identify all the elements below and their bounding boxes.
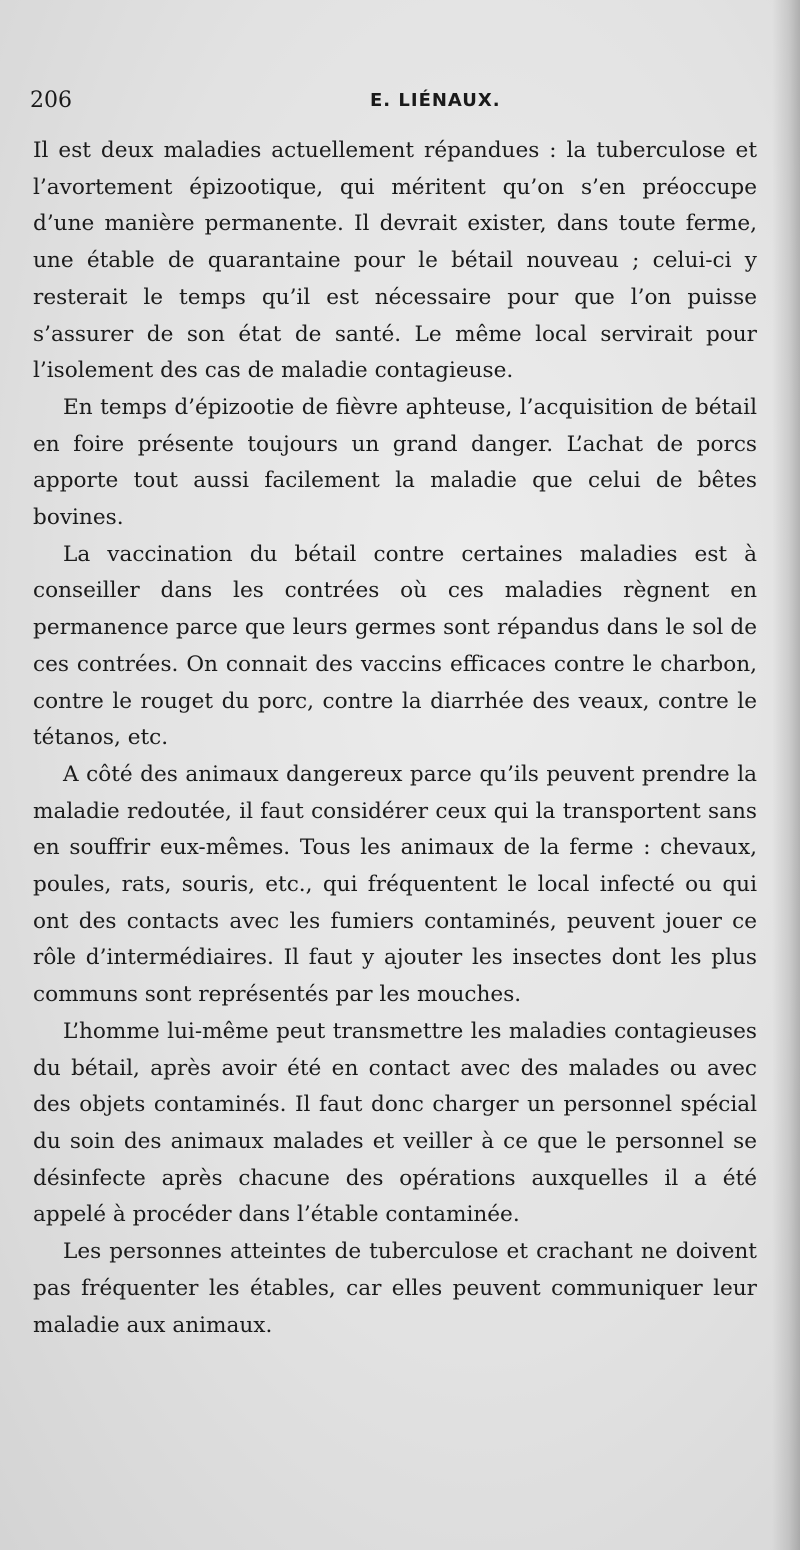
body-text	[33, 133, 757, 1344]
running-head: E. LIÉNAUX.	[370, 90, 501, 111]
paragraph: Il est deux maladies actuellement répandues : la tuberculose et l’avortement épizootique, qui méritent qu’on s’en préoccupe d’une manière permanente. Il devrait exister, dans toute ferme, une étable de quarantaine pour le bétail nouveau ; celui-ci y resterait le temps qu’il est nécessaire pour que l’on puisse s’assurer de son état de santé. Le même local servirait pour l’isolement des cas de maladie contagieuse.	[33, 138, 757, 384]
paragraph: Les personnes atteintes de tuberculose et crachant ne doivent pas fréquenter les étables, car elles peuvent communiquer leur maladie aux animaux.	[33, 1239, 757, 1338]
spine-shadow	[772, 0, 800, 1550]
page-number: 206	[30, 88, 72, 113]
paragraph: En temps d’épizootie de fièvre aphteuse, l’acquisition de bétail en foire présente toujours un grand danger. L’achat de porcs apporte tout aussi facilement la maladie que celui de bêtes bovines.	[33, 394, 757, 531]
paragraph: A côté des animaux dangereux parce qu’ils peuvent prendre la maladie redoutée, il faut considérer ceux qui la transportent sans en souffrir eux-mêmes. Tous les animaux de la ferme : chevaux, poules, rats, souris, etc., qui fréquentent le local infecté ou qui ont des contacts avec les fumiers contaminés, peuvent jouer ce rôle d’intermédiaires. Il faut y ajouter les insectes dont les plus communs sont représentés par les mouches.	[33, 761, 757, 1008]
page-header	[30, 88, 765, 124]
paragraph: La vaccination du bétail contre certaines maladies est à conseiller dans les contrées où ces maladies règnent en permanence parce que leurs germes sont répandus dans le sol de ces contrées. On connait des vaccins efficaces contre le charbon, contre le rouget du porc, contre la diarrhée des veaux, contre le tétanos, etc.	[33, 541, 757, 751]
paragraph: L’homme lui-même peut transmettre les maladies contagieuses du bétail, après avoir été en contact avec des malades ou avec des objets contaminés. Il faut donc charger un personnel spécial du soin des animaux malades et veiller à ce que le personnel se désinfecte après chacune des opérations auxquelles il a été appelé à procéder dans l’étable contaminée.	[33, 1018, 757, 1228]
